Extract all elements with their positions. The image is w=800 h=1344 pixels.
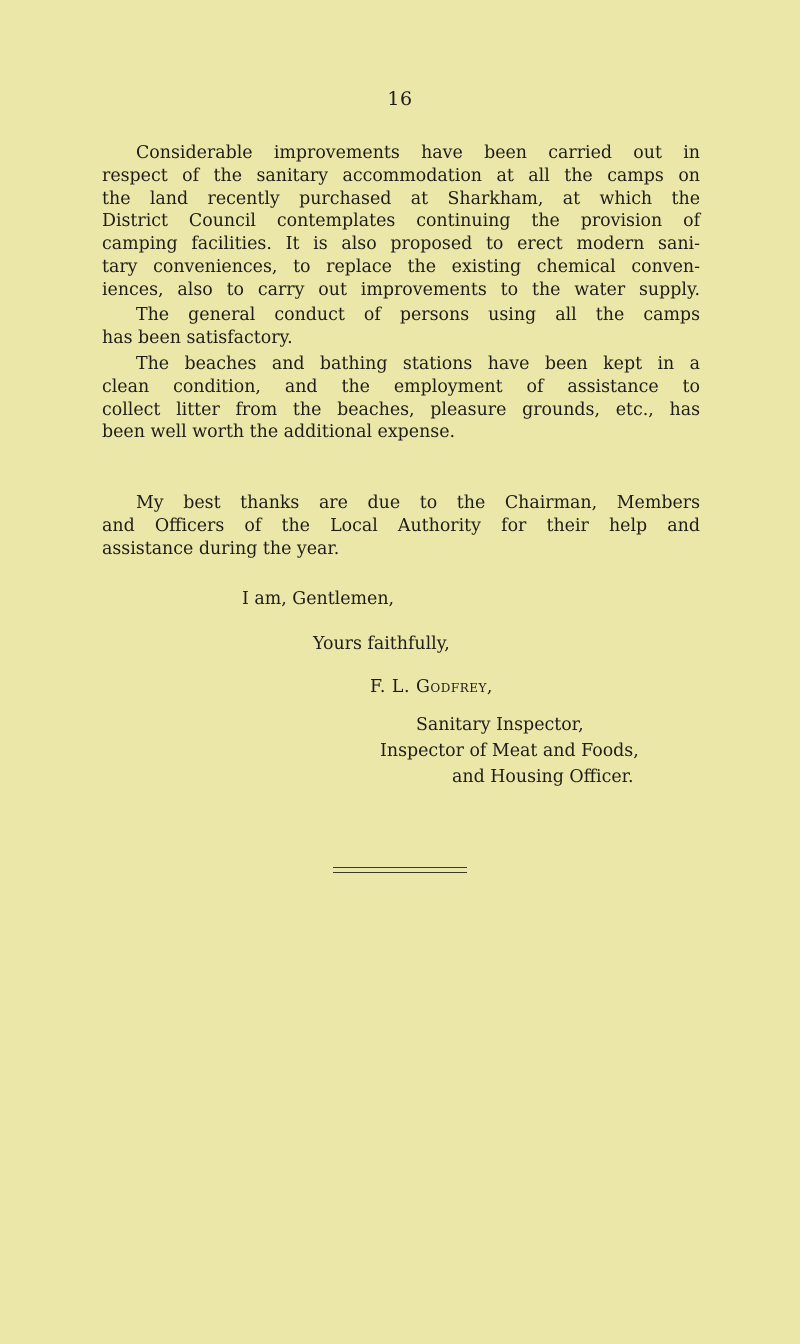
paragraph-line: tary conveniences, to replace the existing chemical conven-: [102, 256, 700, 277]
paragraph-line: clean condition, and the employment of assistance to: [102, 376, 700, 397]
closing-rule-bottom: [333, 872, 467, 873]
salutation: I am, Gentlemen,: [242, 589, 395, 609]
paragraph-line: The general conduct of persons using all the camps: [136, 305, 700, 325]
paragraph-line: My best thanks are due to the Chairman, Members: [136, 493, 700, 513]
signatory-title: Sanitary Inspector,: [416, 715, 584, 735]
paragraph-line: Considerable improvements have been carried out in: [136, 143, 700, 163]
paragraph-line: respect of the sanitary accommodation at all the camps on: [102, 165, 700, 186]
paragraph-line: The beaches and bathing stations have been kept in a: [136, 354, 700, 374]
paragraph-line: camping facilities. It is also proposed to erect modern sani-: [102, 234, 700, 255]
paragraph-beaches: [102, 353, 700, 444]
page-number: 16: [387, 88, 413, 110]
paragraph-line: been well worth the additional expense.: [102, 422, 456, 443]
closing-rule-top: [333, 867, 467, 868]
paragraph-thanks: [102, 492, 700, 560]
paragraph-conduct: [102, 304, 700, 350]
paragraph-line: has been satisfactory.: [102, 327, 293, 348]
paragraph-line: collect litter from the beaches, pleasure grounds, etc., has: [102, 399, 700, 420]
signatory-title: Inspector of Meat and Foods,: [380, 741, 639, 761]
paragraph-line: the land recently purchased at Sharkham, at which the: [102, 188, 700, 209]
paragraph-line: and Officers of the Local Authority for their help and: [102, 515, 700, 536]
paragraph-camps: [102, 142, 700, 302]
signatory-title: and Housing Officer.: [452, 767, 634, 787]
paragraph-line: assistance during the year.: [102, 538, 340, 559]
paragraph-line: District Council contemplates continuing the provision of: [102, 211, 700, 232]
valediction: Yours faithfully,: [313, 634, 450, 654]
signatory-name: F. L. Godfrey,: [370, 677, 493, 697]
paragraph-line: iences, also to carry out improvements to the water supply.: [102, 279, 700, 300]
